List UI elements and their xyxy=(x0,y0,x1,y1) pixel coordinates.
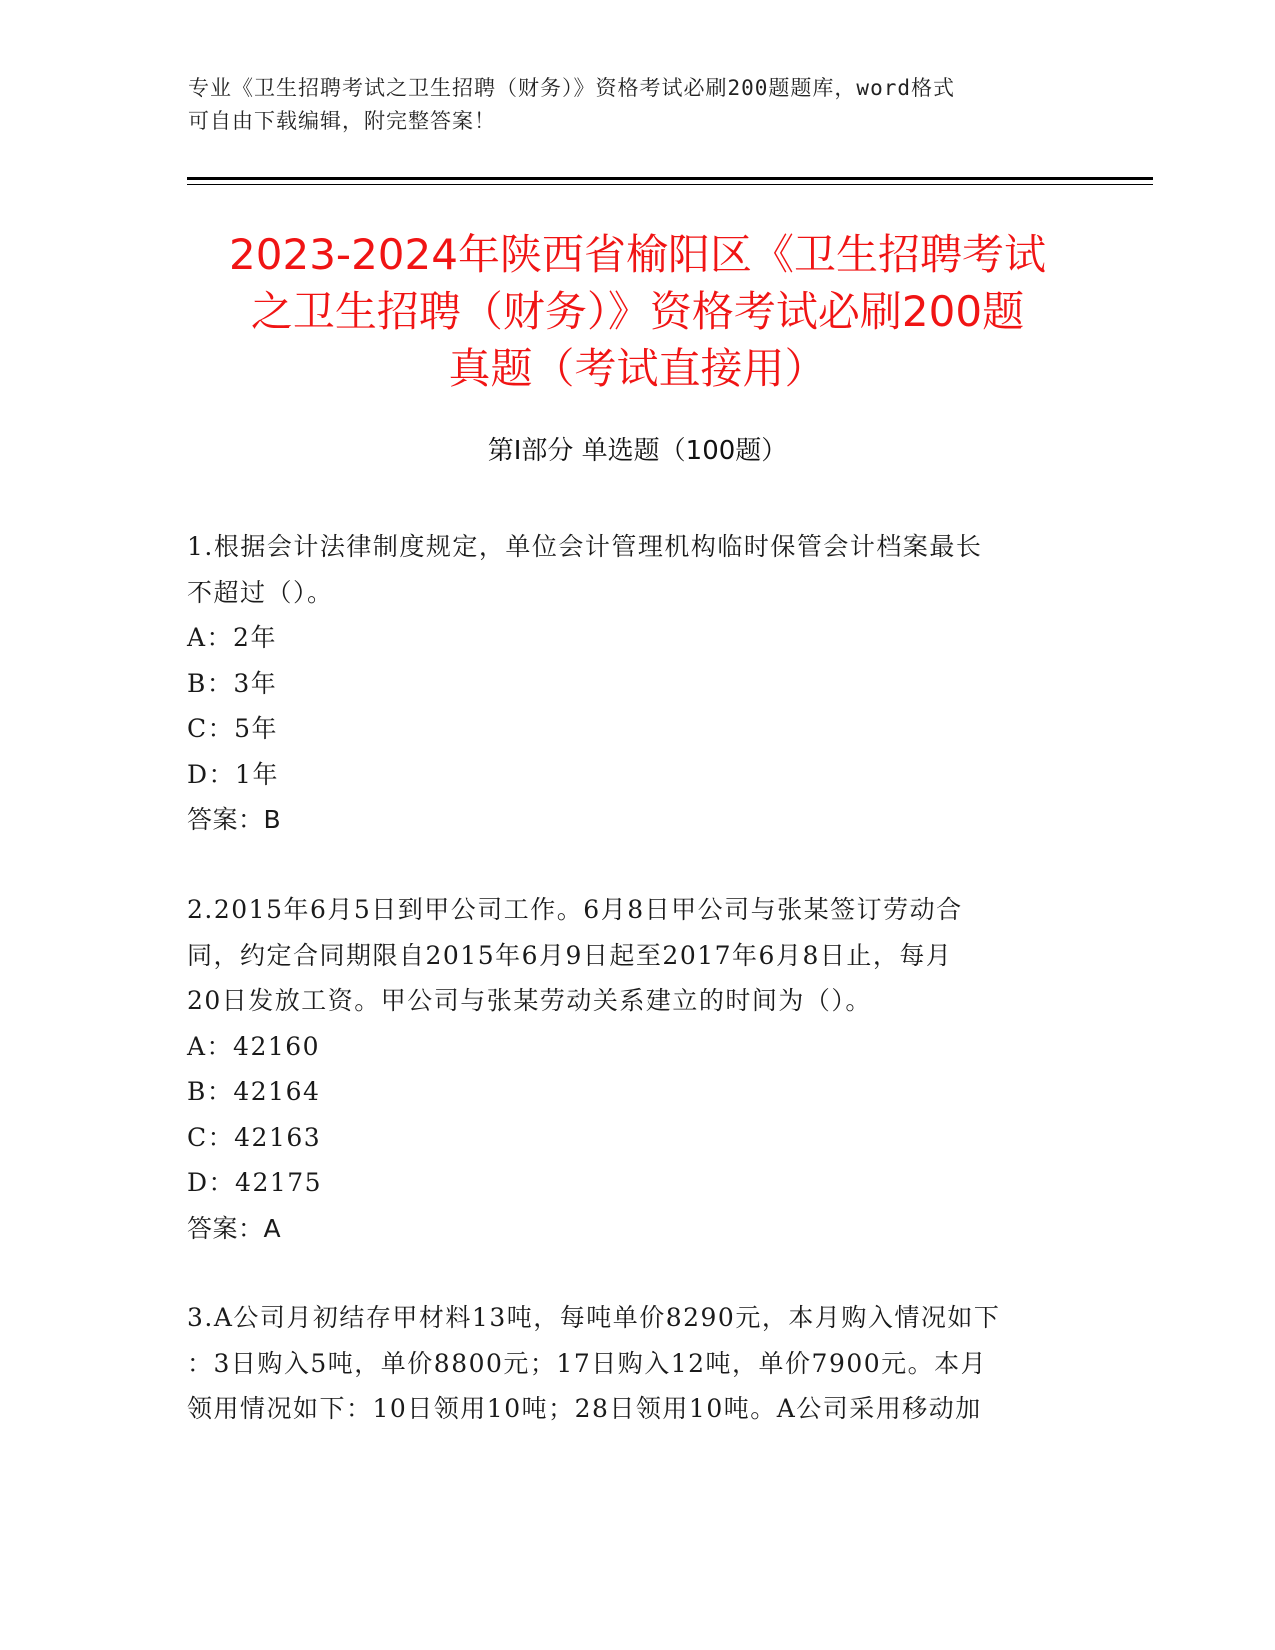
answer-label: 答案：A xyxy=(187,1213,282,1243)
header-divider-thick xyxy=(187,177,1153,180)
question-stem: 不超过（）。 xyxy=(187,577,334,607)
option-c: C：5年 xyxy=(187,714,279,743)
title-line: 之卫生招聘（财务）》资格考试必刷200题 xyxy=(250,287,1025,336)
question-item xyxy=(187,1295,1087,1432)
option-b: B：42164 xyxy=(187,1077,321,1106)
question-stem: ：3日购入5吨，单价8800元；17日购入12吨，单价7900元。本月 xyxy=(187,1348,988,1378)
header-note-line: 专业《卫生招聘考试之卫生招聘（财务）》资格考试必刷200题题库，word格式 xyxy=(188,76,955,100)
document-title xyxy=(150,226,1125,397)
section-heading: 第Ⅰ部分 单选题（100题） xyxy=(487,436,788,466)
option-c: C：42163 xyxy=(187,1122,322,1152)
option-d: D：42175 xyxy=(187,1168,323,1197)
option-d: D：1年 xyxy=(187,759,279,789)
header-divider-thin xyxy=(187,184,1153,185)
question-item xyxy=(187,887,1087,1251)
header-note xyxy=(188,72,1068,138)
question-stem: 1.根据会计法律制度规定，单位会计管理机构临时保管会计档案最长 xyxy=(187,532,983,561)
option-b: B：3年 xyxy=(187,668,278,698)
question-stem: 同，约定合同期限自2015年6月9日起至2017年6月8日止，每月 xyxy=(187,940,953,970)
question-stem: 3.A公司月初结存甲材料13吨，每吨单价8290元，本月购入情况如下 xyxy=(187,1303,1001,1332)
question-item xyxy=(187,524,1087,843)
title-line: 2023-2024年陕西省榆阳区《卫生招聘考试 xyxy=(229,230,1046,279)
answer-label: 答案：B xyxy=(187,805,282,834)
question-stem: 2.2015年6月5日到甲公司工作。6月8日甲公司与张某签订劳动合 xyxy=(187,895,963,924)
option-a: A：2年 xyxy=(187,623,277,652)
header-note-line: 可自由下载编辑，附完整答案！ xyxy=(188,109,496,133)
option-a: A：42160 xyxy=(187,1031,321,1061)
question-stem: 领用情况如下：10日领用10吨；28日领用10吨。A公司采用移动加 xyxy=(187,1394,982,1423)
title-line: 真题（考试直接用） xyxy=(448,344,827,393)
question-stem: 20日发放工资。甲公司与张某劳动关系建立的时间为（）。 xyxy=(187,986,872,1015)
